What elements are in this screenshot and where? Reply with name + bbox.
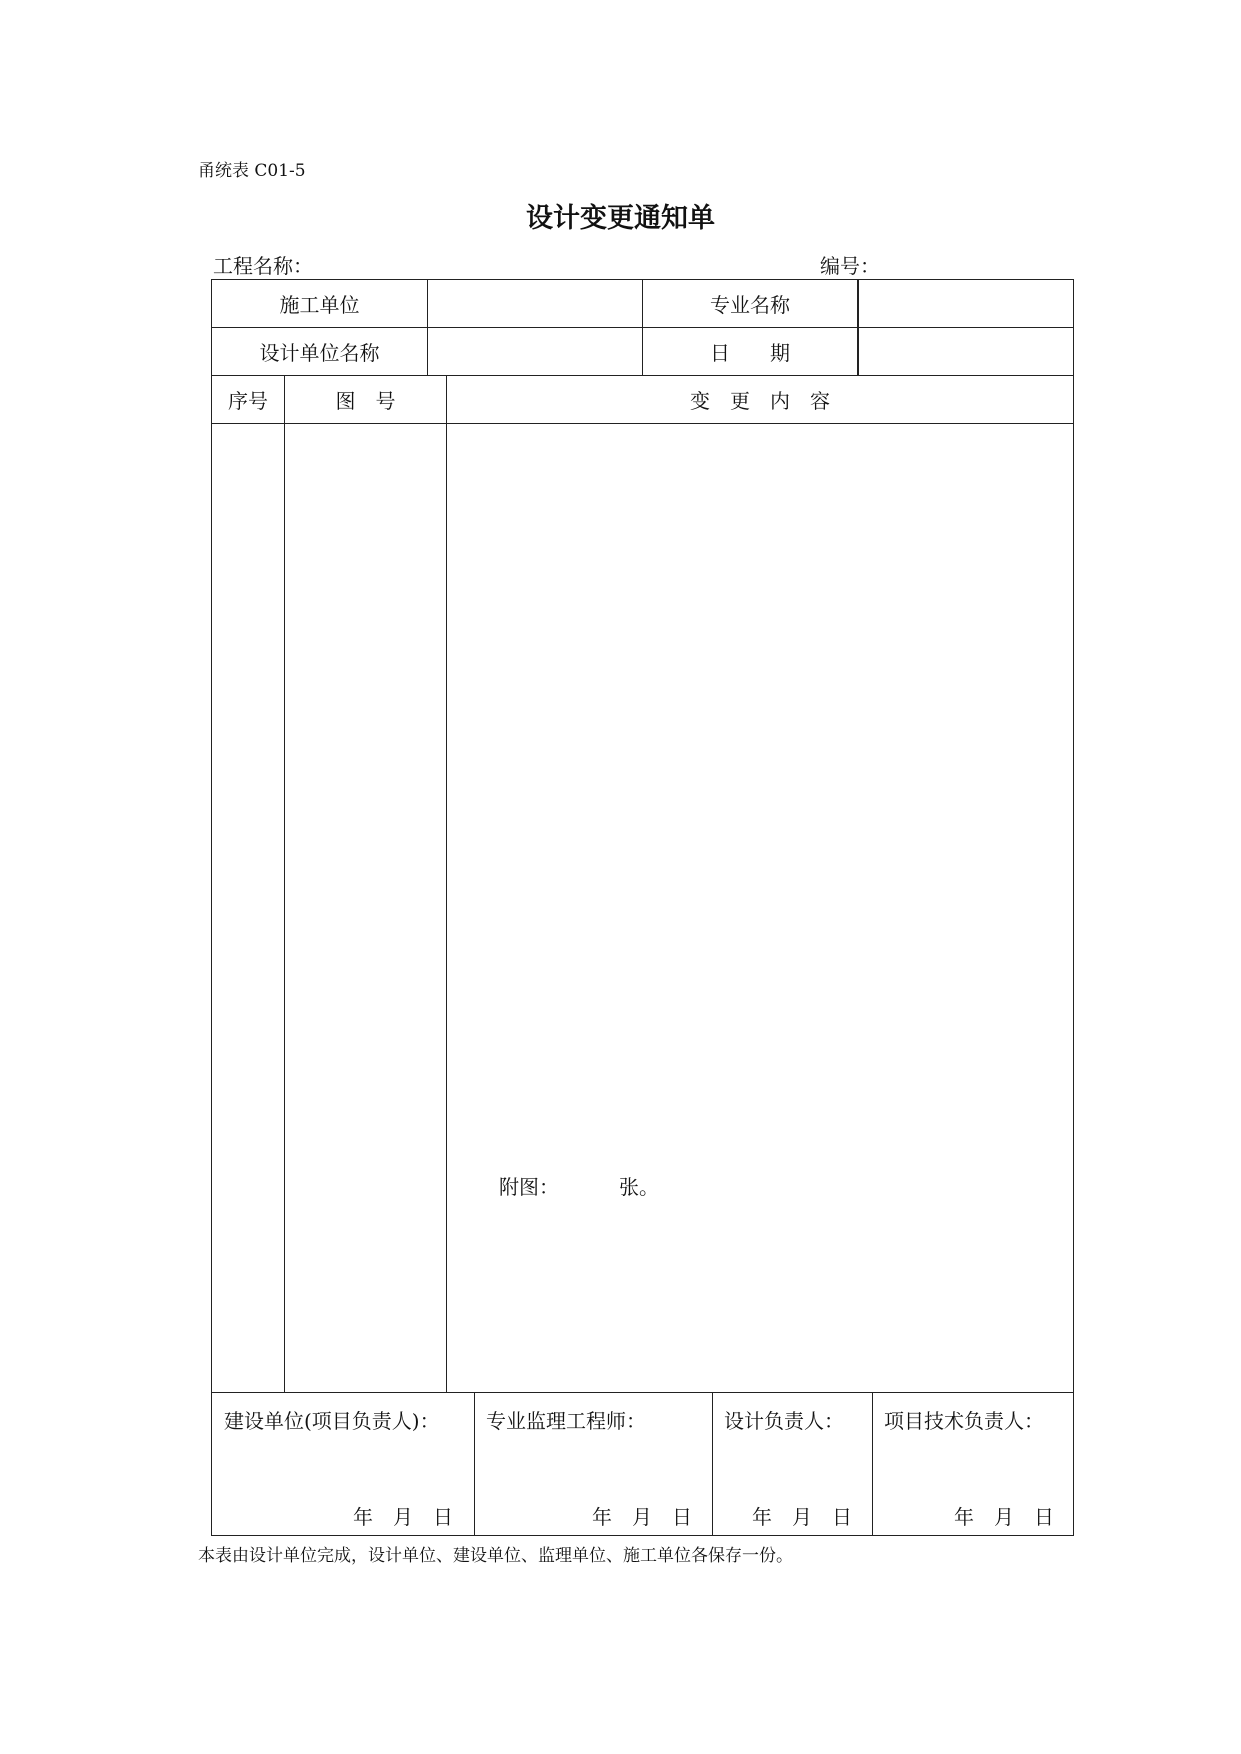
date-field[interactable] [859, 328, 1073, 375]
owner-signature-date: 年 月 日 [353, 1505, 453, 1529]
design-lead-signature-date: 年 月 日 [752, 1505, 852, 1529]
change-content-header: 变 更 内 容 [690, 389, 830, 413]
project-name-label: 工程名称： [213, 254, 313, 278]
tech-lead-signature-date: 年 月 日 [954, 1505, 1054, 1529]
form-code: 甬统表 C01-5 [198, 161, 306, 181]
drawing-no-column-area[interactable] [285, 424, 446, 1392]
row-divider [212, 1392, 1073, 1393]
attachment-unit: 张。 [619, 1175, 659, 1199]
col-divider [712, 1392, 713, 1535]
attachment-label: 附图： [499, 1175, 559, 1199]
seq-header: 序号 [228, 389, 268, 413]
design-unit-field[interactable] [428, 328, 642, 375]
tech-lead-signature-title: 项目技术负责人： [884, 1409, 1044, 1433]
drawing-no-header: 图 号 [335, 389, 396, 413]
design-lead-signature-title: 设计负责人： [724, 1409, 844, 1433]
number-label: 编号： [820, 254, 880, 278]
specialty-name-field[interactable] [859, 280, 1073, 327]
supervisor-signature-title: 专业监理工程师： [486, 1409, 646, 1433]
supervisor-signature-date: 年 月 日 [592, 1505, 692, 1529]
specialty-name-label: 专业名称 [710, 293, 790, 317]
design-unit-label: 设计单位名称 [259, 341, 380, 365]
page-title: 设计变更通知单 [526, 203, 715, 234]
change-content-area[interactable] [447, 424, 1073, 1392]
col-divider [872, 1392, 873, 1535]
form-table [211, 279, 1074, 1536]
seq-column-area[interactable] [212, 424, 284, 1392]
construction-unit-field[interactable] [428, 280, 642, 327]
date-label: 日 期 [710, 341, 790, 365]
footer-note: 本表由设计单位完成，设计单位、建设单位、监理单位、施工单位各保存一份。 [198, 1546, 793, 1566]
col-divider [474, 1392, 475, 1535]
construction-unit-label: 施工单位 [279, 293, 360, 317]
owner-signature-title: 建设单位(项目负责人)： [224, 1409, 440, 1433]
